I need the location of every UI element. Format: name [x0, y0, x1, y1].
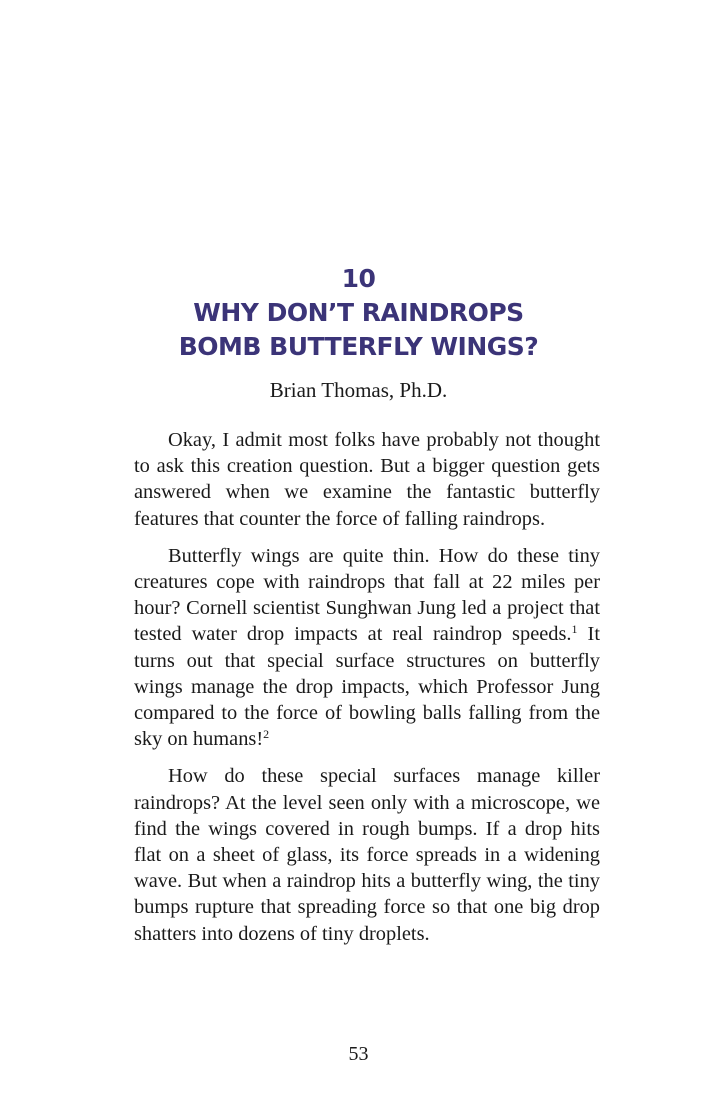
chapter-title: WHY DON’T RAINDROPS BOMB BUTTERFLY WINGS? — [178, 298, 539, 361]
paragraph-text: It turns out that special surface structures on butterfly wings manage the drop impacts, which Professor Jung compared to the force of bowling balls falling from the sky on humans! — [134, 623, 600, 751]
paragraph-text: Butterfly wings are quite thin. How do these tiny creatures cope with raindrops that fall at 22 miles per hour? Cornell scientist Sunghwan Jung led a project that tested water drop impacts at real raindrop speeds. — [134, 544, 600, 646]
paragraph-text: Okay, I admit most folks have probably not thought to ask this creation question. But a bigger question gets answered when we examine the fantastic butterfly features that counter the force of falling raindrops. — [134, 429, 600, 530]
chapter-body — [134, 427, 600, 958]
chapter-heading — [0, 262, 717, 364]
footnote-reference: 1 — [571, 622, 578, 637]
page-number: 53 — [348, 1043, 369, 1065]
chapter-author: Brian Thomas, Ph.D. — [269, 378, 448, 402]
body-paragraph — [134, 427, 600, 532]
paragraph-text: How do these special surfaces manage killer raindrops? At the level seen only with a microscope, we find the wings covered in rough bumps. If a drop hits flat on a sheet of glass, its force spreads in a widening wave. But when a raindrop hits a butterfly wing, the tiny bumps rupture that spreading force so that one big drop shatters into dozens of tiny droplets. — [134, 765, 600, 945]
body-paragraph — [134, 763, 600, 946]
chapter-number: 10 — [341, 264, 376, 293]
body-paragraph — [134, 543, 600, 753]
footnote-reference: 2 — [263, 727, 270, 742]
